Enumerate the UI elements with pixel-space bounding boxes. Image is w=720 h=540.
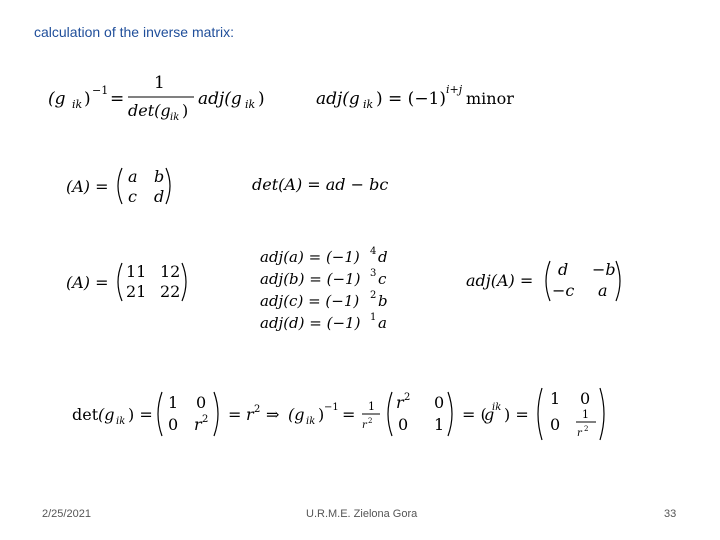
svg-text:): ) [318, 405, 325, 424]
svg-text:(A) =: (A) = [66, 273, 109, 292]
svg-text:0: 0 [580, 389, 591, 408]
svg-text:1: 1 [582, 408, 589, 421]
svg-text:det(A) = ad − bc: det(A) = ad − bc [252, 175, 389, 194]
svg-text:0: 0 [398, 415, 409, 434]
svg-text:ik: ik [245, 98, 256, 111]
formula-adj-entries [258, 244, 408, 336]
svg-text:(A) =: (A) = [66, 177, 109, 196]
svg-text:adj(g: adj(g [198, 89, 242, 109]
svg-text:a: a [598, 281, 608, 300]
svg-text:0: 0 [434, 393, 445, 412]
svg-text:1: 1 [370, 312, 377, 323]
footer-date: 2/25/2021 [42, 508, 91, 520]
svg-text:g: g [484, 405, 495, 424]
svg-text:ik: ik [492, 402, 502, 413]
svg-text:2: 2 [368, 417, 373, 425]
svg-text:1: 1 [168, 393, 179, 412]
svg-text:ik: ik [306, 416, 316, 427]
svg-text:adj(c) = (−1): adj(c) = (−1) [260, 292, 360, 310]
svg-text:22: 22 [160, 282, 181, 301]
svg-text:2: 2 [254, 404, 261, 415]
svg-text:b: b [378, 292, 388, 310]
svg-text:) = (−1): ) = (−1) [376, 89, 447, 109]
footer-page-number: 33 [664, 508, 677, 520]
formula-matrix-a-symbolic [64, 164, 184, 210]
svg-text:c: c [378, 270, 387, 288]
svg-text:r: r [396, 393, 404, 412]
svg-text:0: 0 [168, 415, 179, 434]
svg-text:2: 2 [370, 290, 377, 301]
svg-text:d: d [558, 260, 569, 279]
svg-text:r: r [577, 428, 582, 439]
svg-text:11: 11 [126, 262, 147, 281]
svg-text:) =: ) = [128, 405, 153, 424]
svg-text:adj(A) =: adj(A) = [466, 271, 534, 290]
svg-text:1: 1 [368, 400, 375, 413]
svg-text:0: 0 [550, 415, 561, 434]
svg-text:a: a [378, 314, 387, 332]
svg-text:4: 4 [370, 246, 377, 257]
svg-text:2: 2 [584, 425, 589, 433]
svg-text:21: 21 [126, 282, 147, 301]
svg-text:⇒: ⇒ [266, 405, 280, 424]
svg-text:0: 0 [196, 393, 207, 412]
svg-text:(g: (g [288, 405, 305, 424]
svg-text:= (: = ( [462, 405, 487, 424]
svg-text:d: d [154, 187, 165, 206]
svg-text:2: 2 [202, 414, 209, 425]
svg-text:ik: ik [363, 98, 374, 111]
formula-adjugate-definition [314, 80, 524, 116]
svg-text:adj(g: adj(g [316, 89, 360, 109]
svg-text:i+j: i+j [446, 83, 463, 96]
svg-text:ik: ik [72, 98, 83, 111]
svg-text:adj(d) = (−1): adj(d) = (−1) [260, 314, 361, 332]
svg-text:d: d [378, 248, 388, 266]
svg-text:r: r [246, 405, 254, 424]
svg-text:−1: −1 [324, 402, 339, 413]
svg-text:=: = [342, 405, 356, 424]
svg-text:) =: ) = [504, 405, 529, 424]
svg-text:−1: −1 [92, 84, 109, 97]
svg-text:=: = [228, 405, 242, 424]
svg-text:2: 2 [404, 392, 411, 403]
formula-adj-a [464, 256, 634, 306]
svg-text:r: r [362, 420, 367, 431]
svg-text:adj(b) = (−1): adj(b) = (−1) [260, 270, 361, 288]
svg-text:adj(a) = (−1): adj(a) = (−1) [260, 248, 360, 266]
svg-text:−b: −b [592, 260, 616, 279]
svg-text:1: 1 [550, 389, 561, 408]
footer-organization: U.R.M.E. Zielona Gora [306, 508, 418, 520]
svg-text:12: 12 [160, 262, 181, 281]
formula-determinant-a [250, 172, 400, 200]
svg-text:ik: ik [170, 112, 180, 123]
slide-title: calculation of the inverse matrix: [34, 24, 234, 40]
svg-text:c: c [128, 187, 137, 206]
formula-inverse-general [44, 68, 284, 128]
svg-text:(g: (g [48, 89, 66, 109]
svg-text:det(g: det(g [128, 101, 171, 120]
svg-text:3: 3 [370, 268, 377, 279]
formula-polar-metric [70, 384, 620, 444]
svg-text:): ) [258, 89, 265, 109]
svg-text:): ) [182, 101, 189, 120]
svg-text:ik: ik [116, 416, 126, 427]
svg-text:(g: (g [98, 405, 115, 424]
svg-text:det: det [72, 405, 99, 424]
svg-text:1: 1 [154, 73, 165, 93]
svg-text:r: r [194, 415, 202, 434]
svg-text:1: 1 [434, 415, 445, 434]
formula-matrix-a-indices [64, 258, 194, 306]
svg-text:b: b [154, 167, 165, 186]
svg-text:=: = [110, 89, 125, 109]
svg-text:a: a [128, 167, 138, 186]
svg-text:−c: −c [552, 281, 575, 300]
svg-text:minor: minor [466, 89, 514, 108]
svg-text:): ) [84, 89, 91, 109]
